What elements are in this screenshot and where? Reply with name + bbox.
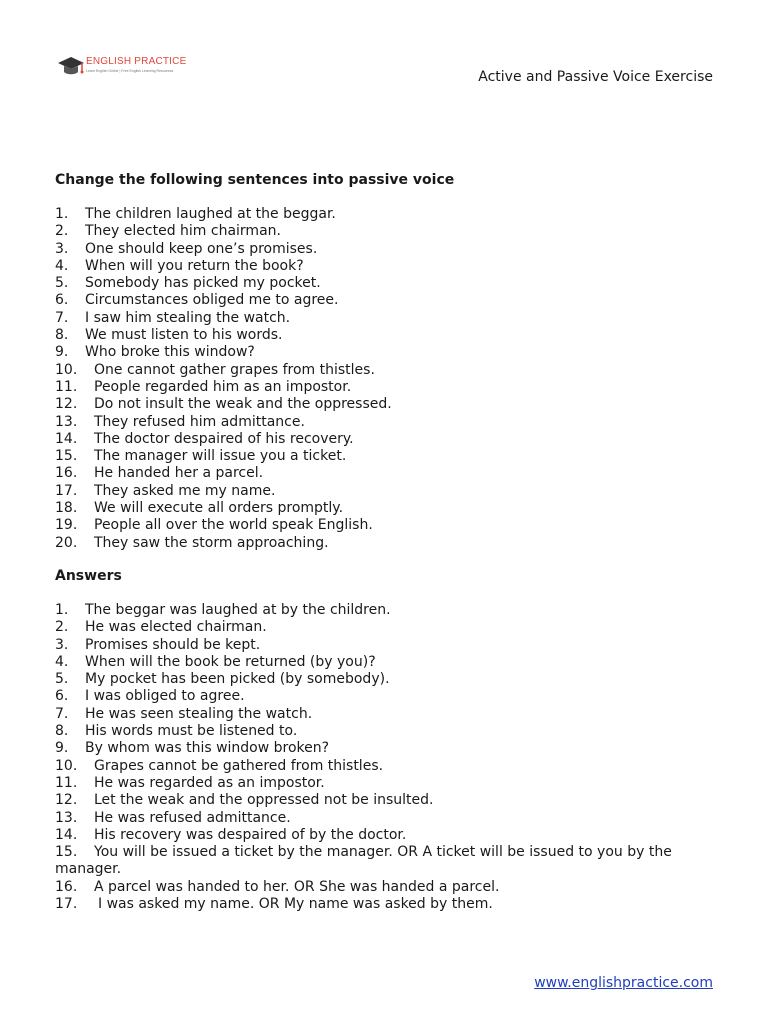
item-number: 5. <box>55 671 69 688</box>
item-text: He was elected chairman. <box>85 619 267 636</box>
item-text: When will the book be returned (by you)? <box>85 653 376 670</box>
item-text: One cannot gather grapes from thistles. <box>94 361 375 378</box>
item-number: 7. <box>55 309 69 326</box>
item-text: His recovery was despaired of by the doctor. <box>94 826 407 843</box>
item-number: 6. <box>55 292 69 309</box>
list-item <box>55 379 715 396</box>
list-item <box>55 500 715 517</box>
item-text: He was refused admittance. <box>94 809 291 826</box>
item-text: You will be issued a ticket by the manager. OR A ticket will be issued to you by the manager. <box>55 844 672 878</box>
item-number: 1. <box>55 206 69 222</box>
item-text: I was obliged to agree. <box>85 688 245 705</box>
item-text: The beggar was laughed at by the children. <box>85 601 391 618</box>
list-item <box>55 310 715 327</box>
item-number: 17. <box>55 895 78 912</box>
list-item <box>55 344 715 361</box>
list-item <box>55 206 715 223</box>
list-item <box>55 619 715 636</box>
item-number: 9. <box>55 740 69 757</box>
item-number: 12. <box>55 396 78 413</box>
logo-tagline: Learn English Online | Free English Learning Resources <box>86 69 174 73</box>
item-number: 11. <box>55 378 78 395</box>
item-text: A parcel was handed to her. OR She was handed a parcel. <box>94 878 500 895</box>
item-text: Circumstances obliged me to agree. <box>85 292 339 309</box>
item-number: 16. <box>55 465 78 482</box>
site-logo <box>56 52 196 80</box>
item-number: 1. <box>55 601 69 618</box>
item-text: Promises should be kept. <box>85 636 261 653</box>
item-text: One should keep one’s promises. <box>85 240 318 257</box>
item-number: 3. <box>55 636 69 653</box>
exercise-list <box>55 206 715 552</box>
list-item <box>55 706 715 723</box>
logo-text: ENGLISH PRACTICE <box>86 56 187 67</box>
item-number: 11. <box>55 774 78 791</box>
list-item <box>55 292 715 309</box>
item-number: 14. <box>55 430 78 447</box>
item-number: 8. <box>55 327 69 344</box>
list-item <box>55 241 715 258</box>
item-text: By whom was this window broken? <box>85 740 330 757</box>
list-item <box>55 602 715 619</box>
item-text: Do not insult the weak and the oppressed. <box>94 396 392 413</box>
item-number: 19. <box>55 517 78 534</box>
document-title: Active and Passive Voice Exercise <box>478 69 713 85</box>
answers-list <box>55 602 715 913</box>
item-number: 20. <box>55 534 78 551</box>
item-number: 4. <box>55 653 69 670</box>
item-text: He was regarded as an impostor. <box>94 774 325 791</box>
item-number: 15. <box>55 448 78 465</box>
list-item <box>55 362 715 379</box>
item-number: 2. <box>55 619 69 636</box>
item-text: They saw the storm approaching. <box>94 534 329 551</box>
item-text: Grapes cannot be gathered from thistles. <box>94 757 384 774</box>
list-item <box>55 448 715 465</box>
item-text: We will execute all orders promptly. <box>94 500 344 517</box>
item-number: 13. <box>55 413 78 430</box>
item-number: 2. <box>55 223 69 240</box>
list-item <box>55 327 715 344</box>
list-item <box>55 844 715 879</box>
item-number: 8. <box>55 723 69 740</box>
list-item <box>55 223 715 240</box>
list-item <box>55 275 715 292</box>
list-item <box>55 637 715 654</box>
list-item <box>55 517 715 534</box>
item-number: 5. <box>55 275 69 292</box>
item-number: 12. <box>55 792 78 809</box>
item-text: They refused him admittance. <box>94 413 305 430</box>
item-text: They asked me my name. <box>94 482 276 499</box>
item-number: 7. <box>55 705 69 722</box>
item-number: 6. <box>55 688 69 705</box>
list-item <box>55 396 715 413</box>
list-item <box>55 810 715 827</box>
item-number: 13. <box>55 809 78 826</box>
website-link[interactable]: www.englishpractice.com <box>534 975 713 991</box>
list-item <box>55 671 715 688</box>
item-text: My pocket has been picked (by somebody). <box>85 671 390 688</box>
exercise-heading: Change the following sentences into passive voice <box>55 172 455 188</box>
item-text: Somebody has picked my pocket. <box>85 275 321 292</box>
list-item <box>55 688 715 705</box>
item-number: 15. <box>55 844 78 861</box>
item-number: 3. <box>55 240 69 257</box>
item-number: 10. <box>55 757 78 774</box>
list-item <box>55 827 715 844</box>
item-text: They elected him chairman. <box>85 223 281 240</box>
graduation-cap-icon <box>56 54 86 80</box>
list-item <box>55 465 715 482</box>
item-text: The doctor despaired of his recovery. <box>94 430 354 447</box>
list-item <box>55 483 715 500</box>
list-item <box>55 431 715 448</box>
item-text: I saw him stealing the watch. <box>85 309 291 326</box>
list-item <box>55 654 715 671</box>
item-number: 18. <box>55 500 78 517</box>
item-text: He was seen stealing the watch. <box>85 705 313 722</box>
list-item <box>55 740 715 757</box>
list-item <box>55 792 715 809</box>
item-number: 16. <box>55 878 78 895</box>
item-text: He handed her a parcel. <box>94 465 264 482</box>
document-body <box>55 170 715 913</box>
list-item <box>55 758 715 775</box>
item-text: We must listen to his words. <box>85 327 283 344</box>
list-item <box>55 896 715 913</box>
item-text: The manager will issue you a ticket. <box>94 448 347 465</box>
list-item <box>55 879 715 896</box>
item-number: 9. <box>55 344 69 361</box>
item-number: 17. <box>55 482 78 499</box>
list-item <box>55 723 715 740</box>
item-number: 10. <box>55 361 78 378</box>
item-text: When will you return the book? <box>85 257 304 274</box>
item-text: Let the weak and the oppressed not be insulted. <box>94 792 434 809</box>
item-text: I was asked my name. OR My name was asked by them. <box>98 895 493 912</box>
item-text: The children laughed at the beggar. <box>85 206 336 222</box>
item-text: Who broke this window? <box>85 344 255 361</box>
item-text: People all over the world speak English. <box>94 517 373 534</box>
item-number: 4. <box>55 257 69 274</box>
answers-heading: Answers <box>55 567 122 584</box>
list-item <box>55 258 715 275</box>
item-text: People regarded him as an impostor. <box>94 378 352 395</box>
list-item <box>55 535 715 552</box>
list-item <box>55 414 715 431</box>
list-item <box>55 775 715 792</box>
item-text: His words must be listened to. <box>85 723 298 740</box>
item-number: 14. <box>55 826 78 843</box>
